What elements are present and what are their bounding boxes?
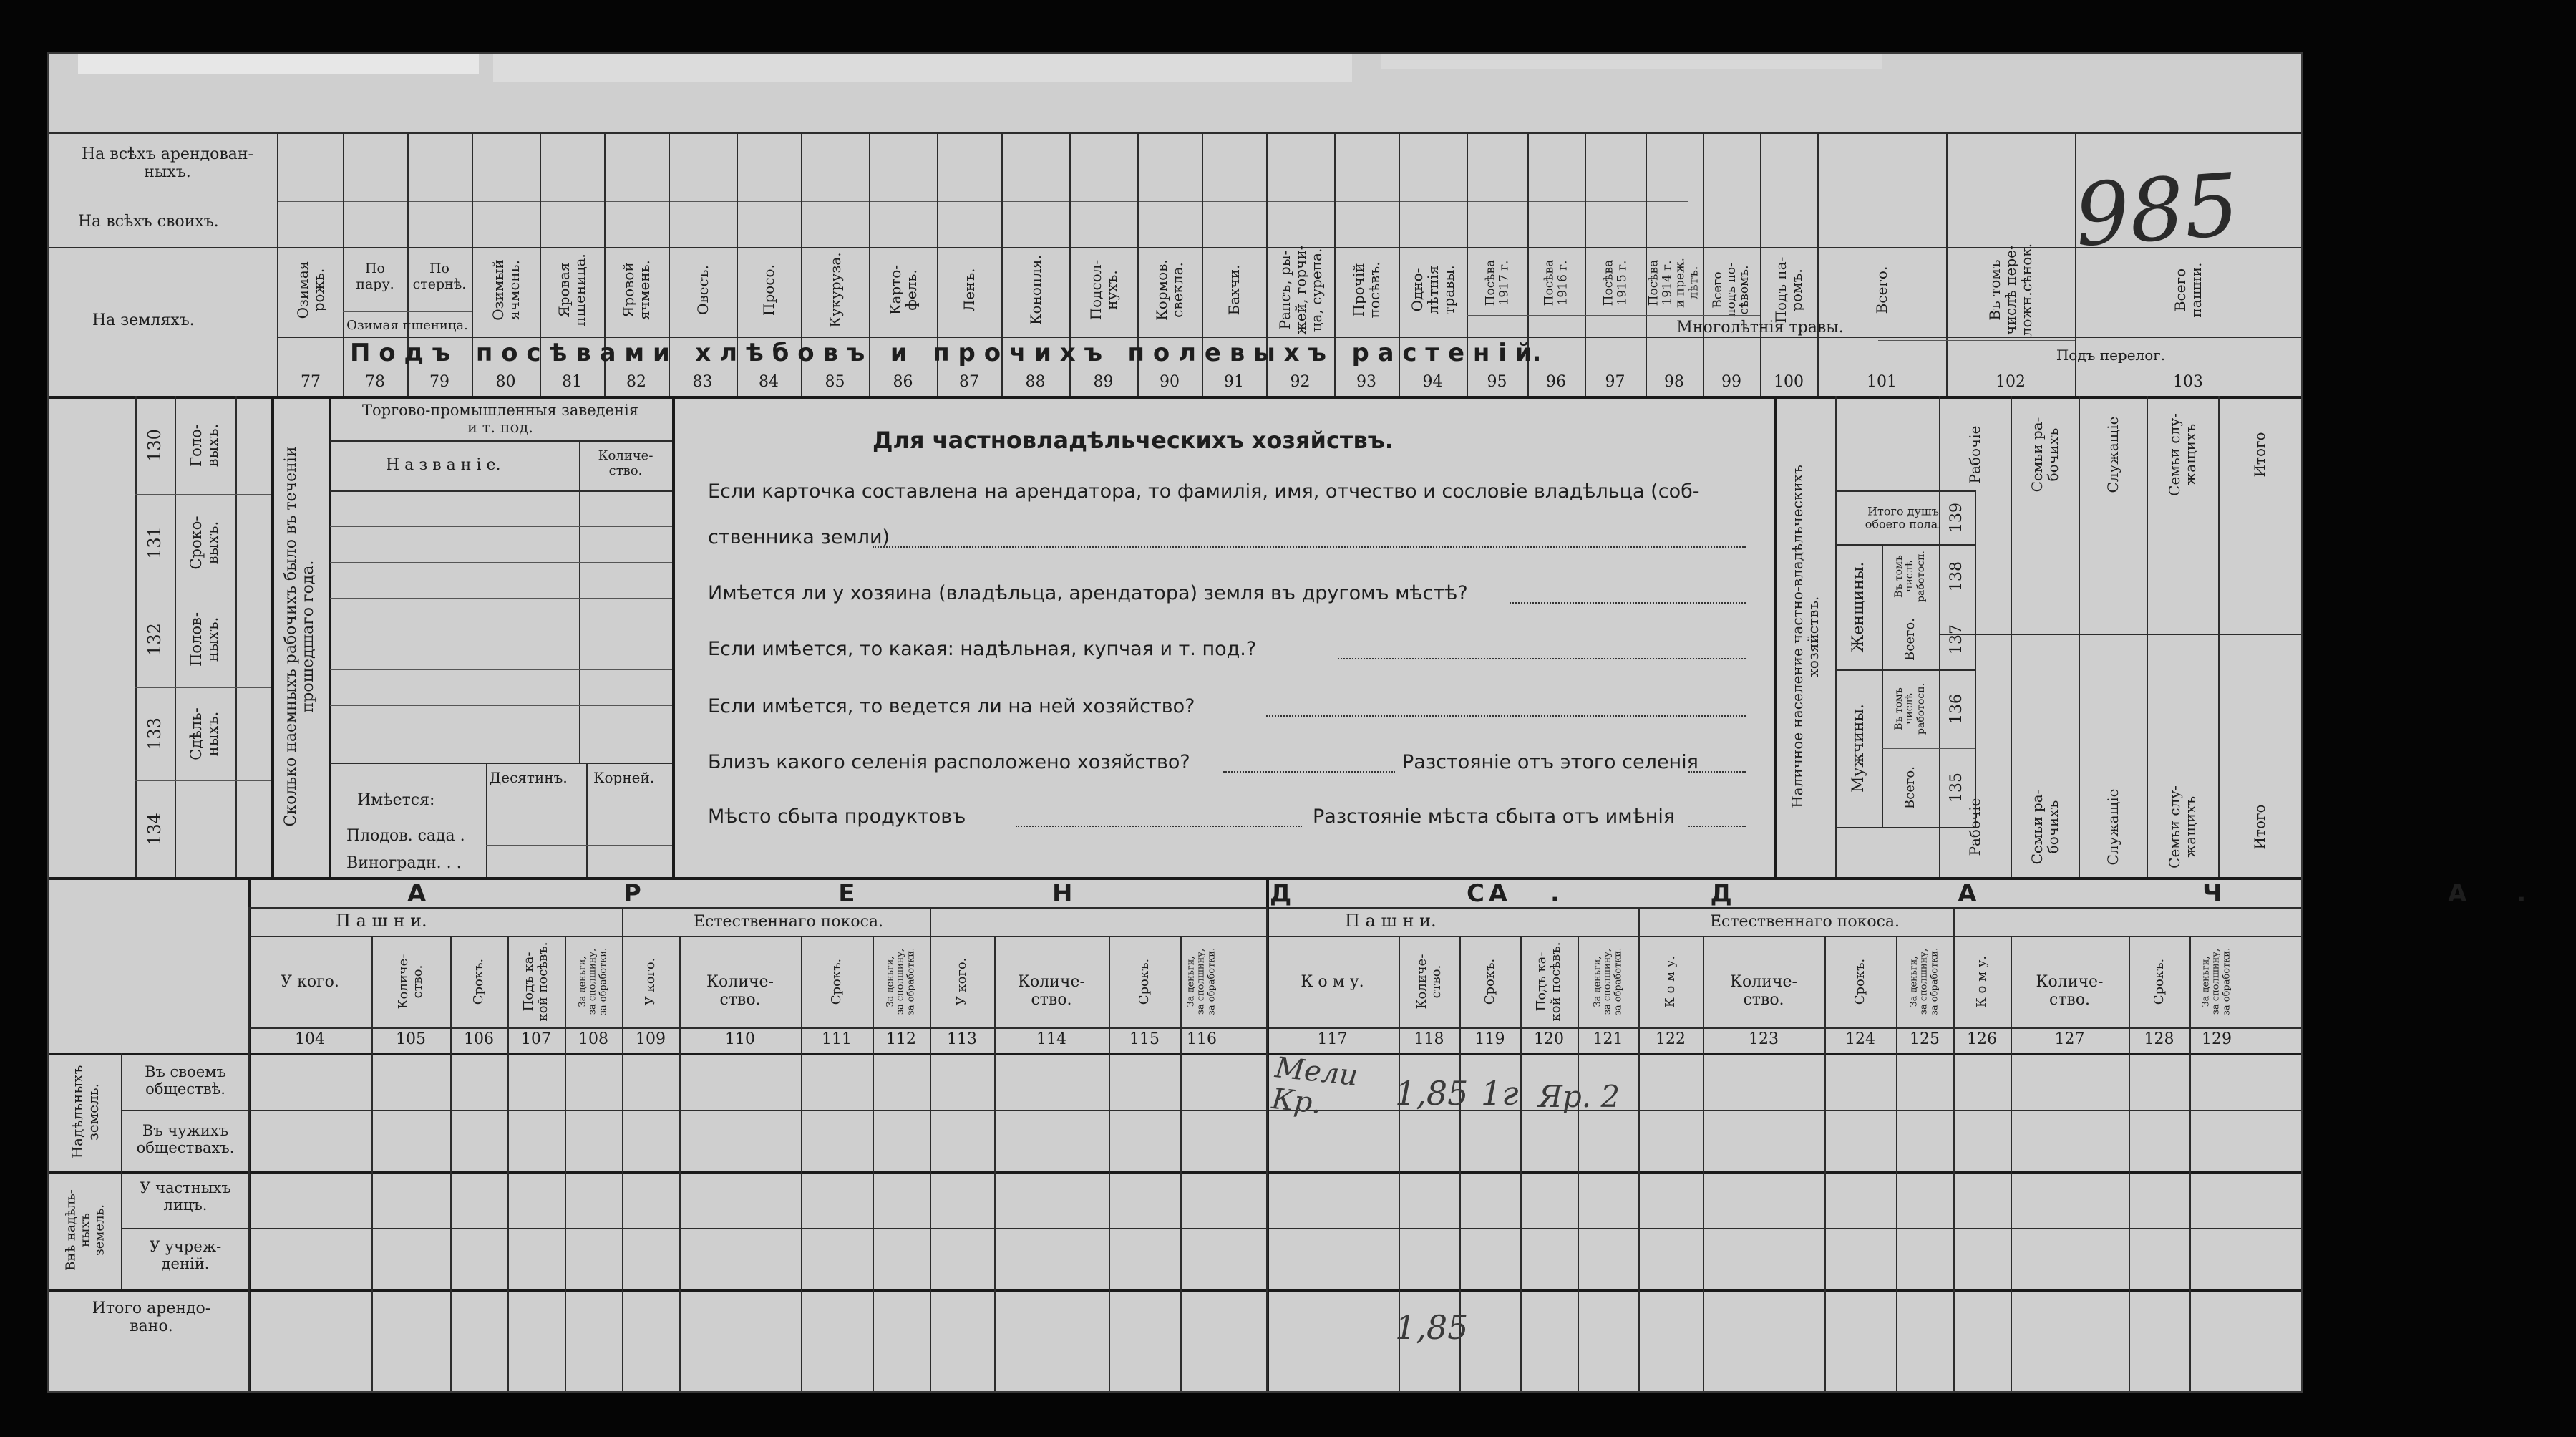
men-incl-workers: Въ томъ числѣ работосп. <box>1892 683 1927 735</box>
private-line-2: Имѣется ли у хозяина (владѣльца, арендатора) земля въ другомъ мѣстѣ? <box>708 582 1468 604</box>
trade-vineyard: Виноградн. . . <box>346 854 462 872</box>
population-title: Наличное население частно-владѣльческихъ хозяйствъ. <box>1789 465 1822 808</box>
crop-header: Бахчи. <box>1225 264 1243 316</box>
lease-column-number: 116 <box>1187 1030 1217 1048</box>
crop-header: Конопля. <box>1026 255 1044 325</box>
lease-column-header: Срокъ. <box>1137 958 1152 1005</box>
crop-column-number: 101 <box>1867 373 1897 391</box>
lease-column-number: 104 <box>295 1030 325 1048</box>
crop-column-number: 86 <box>893 373 913 391</box>
trade-orchard: Плодов. сада . <box>346 827 465 845</box>
lease-column-header: Количе- ство. <box>396 954 425 1010</box>
crop-column-number: 95 <box>1487 373 1507 391</box>
row-own-society: Въ своемъ обществѣ. <box>145 1063 226 1098</box>
hired-row-number: 133 <box>144 717 165 750</box>
lease-column-header: Количе- ство. <box>1414 954 1444 1010</box>
crop-header: Подъ па- ромъ. <box>1772 256 1805 324</box>
lease-column-number: 115 <box>1129 1030 1160 1048</box>
lease-column-number: 111 <box>822 1030 852 1048</box>
crop-header: Всего подъ по- сѣвомъ. <box>1710 263 1752 317</box>
winter-wheat-label: Озимая пшеница. <box>346 318 468 333</box>
lease-column-header: К о м у. <box>1974 955 1990 1008</box>
population-column-number: 138 <box>1947 561 1965 591</box>
field-other-land[interactable] <box>1510 602 1746 604</box>
crop-header: Посѣва 1915 г. <box>1600 259 1629 306</box>
hired-row-number: 131 <box>144 526 165 559</box>
workers-question: Сколько наемныхъ рабочихъ было въ теченіи прошедшаго года. <box>281 446 317 827</box>
pashni-label-arenda: П а ш н и. <box>336 911 427 931</box>
crop-header: Посѣва 1916 г. <box>1542 259 1570 306</box>
crop-header: Озимая рожь. <box>294 261 327 319</box>
lease-column-header: За деньги, за сполшину, за обработки. <box>885 947 917 1016</box>
lease-column-header: К о м у. <box>1663 955 1678 1008</box>
lease-column-number: 122 <box>1656 1030 1686 1048</box>
crop-header: Ленъ. <box>961 268 978 312</box>
perennial-grasses-label: Многолѣтнія травы. <box>1676 319 1844 337</box>
crop-header: Яровой ячмень. <box>620 260 653 320</box>
field-land-type[interactable] <box>1338 658 1746 659</box>
lease-column-header: Срокъ. <box>1482 958 1497 1005</box>
crop-header: Озимый ячмень. <box>489 259 523 321</box>
crop-column-number: 91 <box>1224 373 1244 391</box>
band-title: П о д ъ п о с ѣ в а м и х л ѣ б о в ъ и п р о ч и х ъ п о л е в ы х ъ р а с т е н і й. <box>350 339 1542 367</box>
crop-column-number: 90 <box>1160 373 1180 391</box>
crop-column-number: 84 <box>759 373 779 391</box>
lease-column-number: 129 <box>2202 1030 2232 1048</box>
lease-column-header: У кого. <box>281 973 339 991</box>
population-column-number: 136 <box>1947 694 1965 724</box>
crop-column-number: 94 <box>1422 373 1443 391</box>
hand-who: Мели Кр. <box>1270 1051 1360 1121</box>
pokos-label-arenda: Естественнаго покоса. <box>694 913 884 931</box>
lease-column-number: 128 <box>2144 1030 2174 1048</box>
private-line-6b: Разстояніе мѣста сбыта отъ имѣнія <box>1313 805 1676 828</box>
crop-column-number: 98 <box>1664 373 1684 391</box>
lease-column-number: 117 <box>1317 1030 1348 1048</box>
population-column-number: 137 <box>1947 624 1965 654</box>
crop-header: Карто- фель. <box>886 264 920 316</box>
lease-column-header: Срокъ. <box>471 958 487 1005</box>
population-category-top: Семьи слу- жащихъ <box>2166 413 2199 496</box>
lease-column-number: 113 <box>947 1030 977 1048</box>
crop-header: Яровая пшеница. <box>555 253 588 326</box>
private-line-3: Если имѣется, то какая: надѣльная, купчая и т. под.? <box>708 638 1257 660</box>
lease-column-header: К о м у. <box>1301 973 1364 991</box>
population-men: Мужчины. <box>1849 703 1867 793</box>
crop-header: По стернѣ. <box>412 261 467 292</box>
row-other-society: Въ чужихъ обществахъ. <box>136 1122 235 1157</box>
crop-header: Кукуруза. <box>826 252 844 328</box>
lease-column-number: 107 <box>521 1030 551 1048</box>
population-category-top: Рабочіе <box>1966 425 1983 484</box>
crop-column-number: 92 <box>1290 373 1311 391</box>
population-category-top: Семьи ра- бочихъ <box>2028 417 2061 493</box>
hired-row-number: 130 <box>144 428 165 462</box>
population-column-number: 139 <box>1947 503 1965 533</box>
lease-column-number: 106 <box>464 1030 494 1048</box>
private-line-5b: Разстояніе отъ этого селенія <box>1402 751 1698 773</box>
crop-header: Просо. <box>760 264 777 316</box>
crop-header: Подсол- нухъ. <box>1087 259 1120 321</box>
crop-column-number: 103 <box>2173 373 2203 391</box>
pokos-label-sdacha: Естественнаго покоса. <box>1710 913 1900 931</box>
lease-column-header: Срокъ. <box>829 958 845 1005</box>
crop-column-number: 83 <box>692 373 713 391</box>
lease-column-header: У кого. <box>954 957 970 1006</box>
crop-header: Прочій посѣвъ. <box>1350 261 1383 319</box>
torn-edge <box>1381 54 1882 69</box>
field-village-distance[interactable] <box>1688 771 1746 773</box>
crop-column-number: 99 <box>1721 373 1741 391</box>
row-private: У частныхъ лицъ. <box>140 1179 231 1214</box>
lease-column-header: У кого. <box>643 957 658 1006</box>
census-card <box>47 52 2576 1393</box>
crop-header: Рапсъ, ры- жей, горчи- ца, сурепа. <box>1275 245 1325 335</box>
population-category-top: Служащіе <box>2104 416 2121 493</box>
crop-column-number: 93 <box>1356 373 1376 391</box>
crop-header: Кормов. свекла. <box>1153 259 1186 321</box>
hand-term: 1г <box>1481 1074 1519 1113</box>
fallow-group-label: Подъ перелог. <box>2056 347 2166 364</box>
crop-column-number: 85 <box>825 373 845 391</box>
torn-edge <box>78 54 479 74</box>
trade-dessiatinas: Десятинъ. <box>490 769 568 786</box>
private-line-4: Если имѣется, то ведется ли на ней хозяйство? <box>708 695 1195 717</box>
trade-roots: Корней. <box>593 769 655 786</box>
trade-has: Имѣется: <box>357 791 435 809</box>
lease-column-number: 112 <box>886 1030 916 1048</box>
lease-column-number: 108 <box>578 1030 608 1048</box>
crop-column-number: 77 <box>301 373 321 391</box>
field-nearest-village[interactable] <box>1223 771 1395 773</box>
crop-header: Посѣва 1914 г. и преж. лѣтъ. <box>1646 257 1701 309</box>
crop-column-number: 97 <box>1605 373 1625 391</box>
crop-column-number: 79 <box>429 373 449 391</box>
crop-column-number: 88 <box>1025 373 1046 391</box>
population-column-number: 135 <box>1947 773 1965 803</box>
crop-column-number: 80 <box>495 373 516 391</box>
pashni-label-sdacha: П а ш н и. <box>1345 911 1437 931</box>
lease-column-header: Подъ ка- кой посѣвъ. <box>521 942 550 1022</box>
field-market-place[interactable] <box>1016 826 1302 827</box>
lease-column-number: 125 <box>1910 1030 1940 1048</box>
population-category-top: Итого <box>2251 432 2268 478</box>
population-category-bottom: Итого <box>2251 804 2268 850</box>
lease-column-header: Количе- ство. <box>1730 973 1797 1010</box>
crop-header: Овесъ. <box>694 265 711 315</box>
row-total: Итого арендо- вано. <box>92 1300 211 1336</box>
hired-row-label: Голо- выхъ. <box>187 423 221 467</box>
lease-column-number: 119 <box>1474 1030 1505 1048</box>
hired-row-number: 134 <box>144 812 165 846</box>
population-women: Женщины. <box>1849 561 1867 653</box>
hand-crop: Яр. 2 <box>1538 1079 1620 1114</box>
lease-column-number: 110 <box>725 1030 755 1048</box>
hired-row-number: 132 <box>144 622 165 656</box>
field-farming-elsewhere[interactable] <box>1266 715 1746 717</box>
population-total-both: Итого душъ обоего пола. <box>1865 504 1942 531</box>
private-line-1: Если карточка составлена на арендатора, то фамилія, имя, отчество и сословіе владѣльца (соб- <box>708 480 1700 503</box>
private-line-1b: ственника земли) <box>708 526 890 548</box>
crop-column-number: 89 <box>1093 373 1114 391</box>
lease-column-header: За деньги, за сполшину, за обработки. <box>1908 947 1940 1016</box>
trade-title: Торгово-промышленныя заведенія и т. под. <box>362 402 638 437</box>
row-label-all-own: На всѣхъ своихъ. <box>78 213 219 231</box>
arenda-title: А Р Е Н Д А. <box>407 879 1603 908</box>
hired-row-label: Полов- ныхъ. <box>187 611 221 667</box>
lease-column-number: 105 <box>396 1030 426 1048</box>
population-category-bottom: Семьи слу- жащихъ <box>2166 785 2199 869</box>
crop-column-number: 102 <box>1996 373 2026 391</box>
lease-column-number: 123 <box>1749 1030 1779 1048</box>
men-total: Всего. <box>1902 766 1918 809</box>
hired-row-label: Сроко- выхъ. <box>187 515 221 570</box>
lease-column-number: 120 <box>1534 1030 1564 1048</box>
lease-column-header: Количе- ство. <box>2036 973 2104 1010</box>
crop-header: Въ томъ числѣ пере- ложн.сѣнок. <box>1986 243 2035 337</box>
crop-header: По пару. <box>356 261 394 292</box>
lease-column-number: 121 <box>1593 1030 1623 1048</box>
lease-column-number: 114 <box>1036 1030 1066 1048</box>
crop-column-number: 87 <box>959 373 979 391</box>
lease-column-header: Срокъ. <box>2151 958 2167 1005</box>
lease-column-header: Количе- ство. <box>706 973 774 1010</box>
torn-edge <box>493 54 1352 82</box>
crop-column-number: 78 <box>365 373 385 391</box>
lease-column-number: 127 <box>2054 1030 2085 1048</box>
trade-name-header: Н а з в а н і е. <box>386 456 501 474</box>
population-category-bottom: Служащіе <box>2104 788 2121 866</box>
row-label-on-lands: На земляхъ. <box>92 311 195 329</box>
field-market-distance[interactable] <box>1688 826 1746 827</box>
crop-column-number: 82 <box>626 373 646 391</box>
crop-header: Одно- лѣтнія травы. <box>1408 265 1457 315</box>
population-category-bottom: Семьи ра- бочихъ <box>2028 789 2061 865</box>
private-line-5a: Близъ какого селенія расположено хозяйство? <box>708 751 1190 773</box>
women-incl-workers: Въ томъ числѣ работосп. <box>1892 551 1927 602</box>
lease-column-number: 124 <box>1845 1030 1875 1048</box>
population-category-bottom: Рабочіе <box>1966 798 1983 856</box>
lease-column-header: За деньги, за сполшину, за обработки. <box>2200 947 2232 1016</box>
private-line-6a: Мѣсто сбыта продуктовъ <box>708 805 966 828</box>
stamp-number: 985 <box>2071 155 2242 266</box>
lease-column-header: За деньги, за сполшину, за обработки. <box>1185 947 1217 1016</box>
row-label-all-rented: На всѣхъ арендован- ныхъ. <box>82 145 253 182</box>
crop-column-number: 100 <box>1774 373 1804 391</box>
nadel-group-label: Надѣльныхъ земель. <box>69 1065 102 1159</box>
lease-column-header: Подъ ка- кой посѣвъ. <box>1534 942 1563 1022</box>
row-institutions: У учреж- деній. <box>149 1238 222 1273</box>
crop-header: Всего. <box>1873 266 1890 314</box>
crop-header: Всего пашни. <box>2172 262 2205 318</box>
lease-column-number: 109 <box>636 1030 666 1048</box>
crop-column-number: 96 <box>1546 373 1566 391</box>
sdacha-title: С Д А Ч А. <box>1467 879 2576 908</box>
lease-column-header: За деньги, за сполшину, за обработки. <box>1592 947 1623 1016</box>
hand-total: 1,85 <box>1395 1308 1469 1347</box>
hand-qty: 1,85 <box>1395 1074 1469 1113</box>
lease-column-header: Количе- ство. <box>1018 973 1085 1010</box>
lease-column-header: Срокъ. <box>1852 958 1868 1005</box>
lease-column-number: 118 <box>1414 1030 1444 1048</box>
hired-row-label: Сдѣль- ныхъ. <box>187 707 221 760</box>
lease-column-header: За деньги, за сполшину, за обработки. <box>577 947 609 1016</box>
crop-column-number: 81 <box>562 373 582 391</box>
women-total: Всего. <box>1902 618 1918 661</box>
private-title: Для частновладѣльческихъ хозяйствъ. <box>873 427 1394 454</box>
non-nadel-group-label: Внѣ надѣль- ныхъ земель. <box>63 1189 107 1271</box>
trade-qty-header: Количе- ство. <box>598 448 653 478</box>
lease-column-number: 126 <box>1967 1030 1997 1048</box>
crop-header: Посѣва 1917 г. <box>1482 259 1511 306</box>
field-owner[interactable] <box>873 546 1746 548</box>
